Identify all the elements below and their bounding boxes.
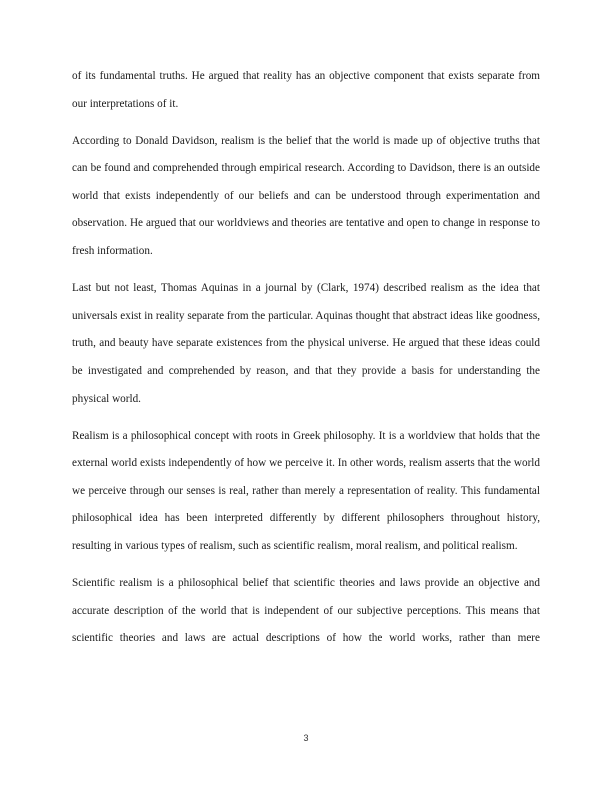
paragraph-davidson: According to Donald Davidson, realism is the belief that the world is made up of objective truths that can be found and comprehended through empirical research. According to Davidson, there is an outside world that exists independently of our beliefs and can be understood through experimentation and observation. He argued that our worldviews and theories are tentative and open to change in response to fresh information. xyxy=(72,134,540,258)
paragraph-realism-definition: Realism is a philosophical concept with roots in Greek philosophy. It is a worldview that holds that the external world exists independently of how we perceive it. In other words, realism asserts that the world we perceive through our senses is real, rather than merely a representation of reality. This fundamental philosophical idea has been interpreted differently by different philosophers throughout history, resulting in various types of realism, such as scientific realism, moral realism, and political realism. xyxy=(72,429,540,552)
paragraph-aquinas: Last but not least, Thomas Aquinas in a journal by (Clark, 1974) described realism as the idea that universals exist in reality separate from the particular. Aquinas thought that abstract ideas like goodness, truth, and beauty have separate existences from the physical universe. He argued that these ideas could be investigated and comprehended by reason, and that they provide a basis for understanding the physical world. xyxy=(72,282,540,405)
page-number: 3 xyxy=(303,733,309,743)
body-text xyxy=(72,63,540,662)
paragraph-davidson-intro-continuation: of its fundamental truths. He argued that reality has an objective component that exists separate from our interpretations of it. xyxy=(72,70,540,110)
paragraph-scientific-realism: Scientific realism is a philosophical belief that scientific theories and laws provide an objective and accurate description of the world that is independent of our subjective perceptions. This means that scientific theories and laws are actual descriptions of how the world works, rather than mere xyxy=(72,577,540,645)
